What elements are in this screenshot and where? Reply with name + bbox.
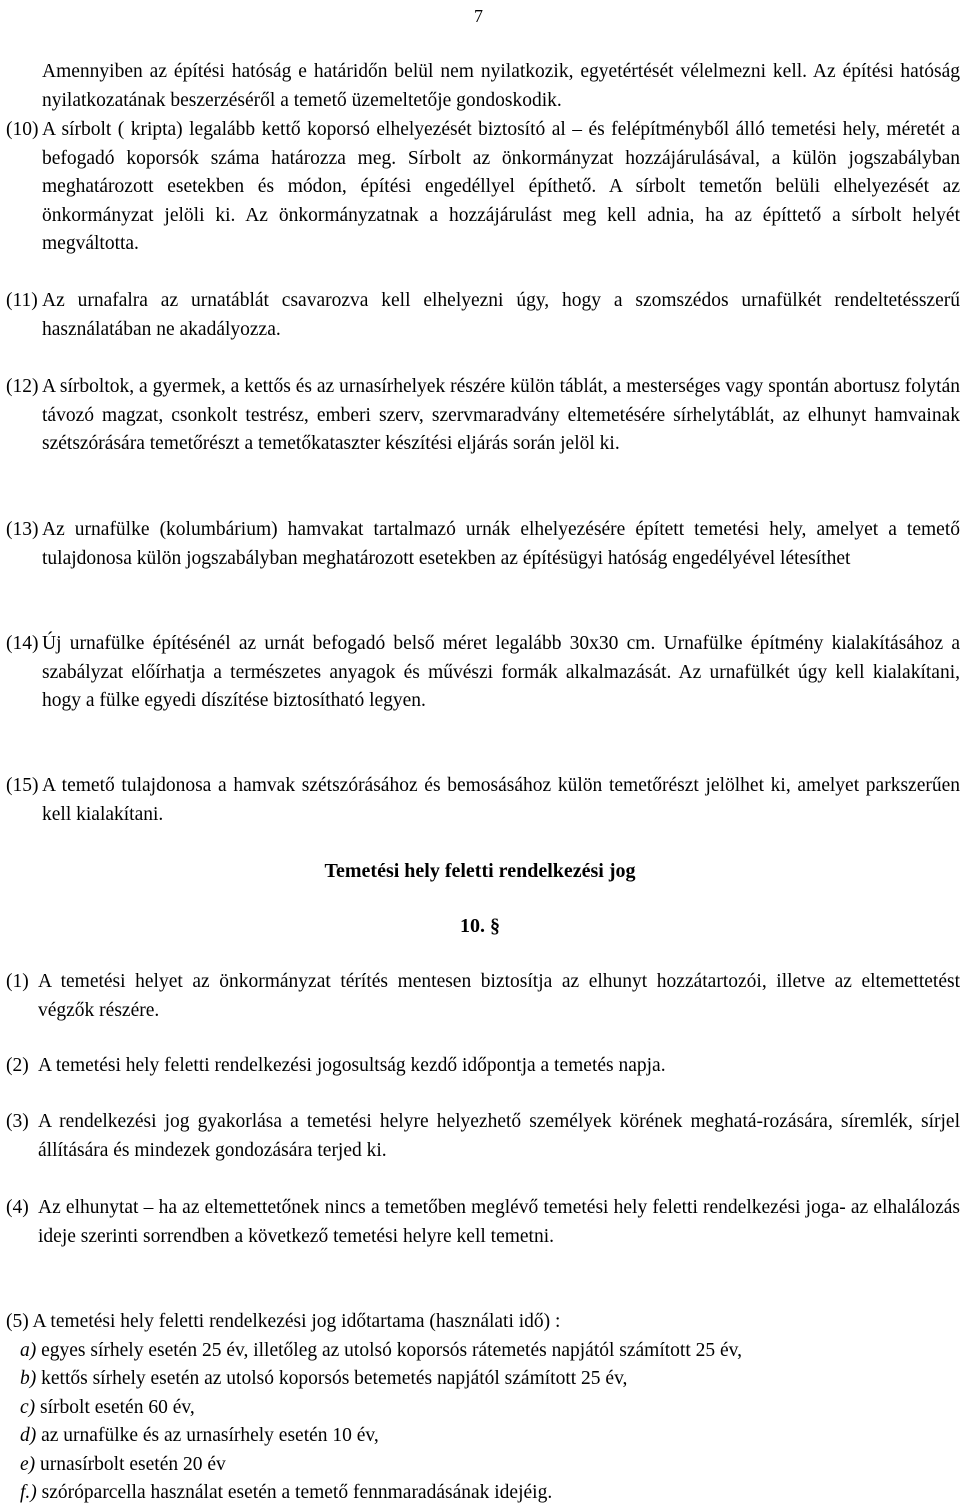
section-paragraph-5 xyxy=(6,1308,960,1508)
paragraph-text: A rendelkezési jog gyakorlása a temetési helyre helyezhető személyek körének meghatá-rozására, síremlék, sírjel állítására és mindezek gondozására terjed ki. xyxy=(38,1111,960,1161)
page-number: 7 xyxy=(474,6,483,26)
list-letter: e) xyxy=(20,1453,36,1475)
paragraph-number: (1) xyxy=(6,971,29,992)
list-letter: d) xyxy=(20,1425,37,1446)
paragraph-number: (11) xyxy=(6,290,38,311)
paragraph-10 xyxy=(6,116,960,259)
paragraph-number: (3) xyxy=(6,1111,29,1132)
list-text: az urnafülke és az urnasírhely esetén 10 év, xyxy=(36,1425,379,1446)
list-text: urnasírbolt esetén 20 év xyxy=(35,1453,226,1475)
paragraph-text: Az urnafülke (kolumbárium) hamvakat tartalmazó urnák elhelyezésére épített temetési hely, amelyet a temető tulajdonosa külön jogszabályban meghatározott esetekben az építésügyi hatóság engedélyével létesíthet xyxy=(42,519,960,569)
paragraph-text: Új urnafülke építésénél az urnát befogadó belső méret legalább 30x30 cm. Urnafülke építmény kialakításához a szabályzat előírhatja a természetes anyagok és művészi formák alkalmazását. Az urnafülkét úgy kell kialakítani, hogy a fülke egyedi díszítése biztosítható legyen. xyxy=(42,633,960,711)
paragraph-14 xyxy=(6,630,960,716)
paragraph-15 xyxy=(6,772,960,829)
paragraph-number: (4) xyxy=(6,1197,29,1218)
paragraph-text: A temető tulajdonosa a hamvak szétszórásához és bemosásához külön temetőrészt jelölhet ki, amelyet parkszerűen kell kialakítani. xyxy=(42,775,960,825)
paragraph-heading: (5) A temetési hely feletti rendelkezési jog időtartama (használati idő) : xyxy=(6,1311,561,1332)
section-title: Temetési hely feletti rendelkezési jog xyxy=(324,860,636,882)
paragraph-text: A temetési hely feletti rendelkezési jogosultság kezdő időpontja a temetés napja. xyxy=(38,1055,666,1076)
list-item xyxy=(6,1451,960,1480)
list-letter: b) xyxy=(20,1368,37,1389)
paragraph-number: (14) xyxy=(6,633,39,654)
section-paragraph-4 xyxy=(6,1194,960,1251)
list-letter: c) xyxy=(20,1396,36,1418)
list-item xyxy=(6,1422,960,1451)
paragraph-text: A sírboltok, a gyermek, a kettős és az urnasírhelyek részére külön táblát, a mesterséges vagy spontán abortusz folytán távozó magzat, csonkolt testrész, emberi szerv, szervmaradvány eltemetésére sírhelytáblát, az elhunyt hamvainak szétszórására temetőrészt a temetőkataszter készítési eljárás során jelöl ki. xyxy=(42,376,960,454)
list-item xyxy=(6,1337,960,1366)
section-paragraph-3 xyxy=(6,1108,960,1165)
list-letter: a) xyxy=(20,1339,37,1361)
list-item xyxy=(6,1394,960,1423)
paragraph-text: A temetési helyet az önkormányzat térítés mentesen biztosítja az elhunyt hozzátartozói, illetve az eltemettetést végzők részére. xyxy=(38,971,960,1021)
list-text: kettős sírhely esetén az utolsó koporsós betemetés napjától számított 25 év, xyxy=(36,1368,628,1389)
section-paragraph-2 xyxy=(6,1052,960,1081)
paragraph-number: (10) xyxy=(6,119,39,140)
paragraph-13 xyxy=(6,516,960,573)
paragraph-number: (2) xyxy=(6,1055,29,1076)
paragraph-text: Az elhunytat – ha az eltemettetőnek nincs a temetőben meglévő temetési hely feletti rendelkezési joga- az elhalálozás ideje szerinti sorrendben a következő temetési helyre kell temetni. xyxy=(38,1197,960,1247)
paragraph-11 xyxy=(6,287,960,344)
intro-text: Amennyiben az építési hatóság e határidőn belül nem nyilatkozik, egyetértését vélelmezni kell. Az építési hatóság nyilatkozatának beszerzéséről a temető üzemeltetője gondoskodik. xyxy=(42,61,960,111)
paragraph-number: (15) xyxy=(6,775,39,796)
intro-paragraph xyxy=(6,58,960,115)
list-letter: f.) xyxy=(20,1482,37,1503)
paragraph-text: Az urnafalra az urnatáblát csavarozva kell elhelyezni úgy, hogy a szomszédos urnafülkét rendeltetésszerű használatában ne akadályozza. xyxy=(42,290,960,340)
paragraph-number: (12) xyxy=(6,376,39,397)
paragraph-number: (13) xyxy=(6,519,39,540)
paragraph-12 xyxy=(6,373,960,459)
list-text: szóróparcella használat esetén a temető fennmaradásának idejéig. xyxy=(36,1482,553,1503)
list-text: sírbolt esetén 60 év, xyxy=(35,1396,195,1418)
paragraph-text: A sírbolt ( kripta) legalább kettő koporsó elhelyezését biztosító al – és felépítményből álló temetési hely, méretét a befogadó koporsók száma határozza meg. Sírbolt az önkormányzat hozzájárulásával, a külön jogszabályban meghatározott esetekben és módon, építési engedéllyel építhető. A sírbolt temetőn belüli elhelyezését az önkormányzat jelöli ki. Az önkormányzatnak a hozzájárulást meg kell adnia, ha az építtető a sírbolt helyét megváltotta. xyxy=(42,119,960,254)
list-item xyxy=(6,1365,960,1394)
list-text: egyes sírhely esetén 25 év, illetőleg az utolsó koporsós rátemetés napjától számított 25 év, xyxy=(36,1339,743,1361)
section-paragraph-1 xyxy=(6,968,960,1025)
list-item xyxy=(6,1479,960,1508)
section-number: 10. § xyxy=(460,915,500,937)
